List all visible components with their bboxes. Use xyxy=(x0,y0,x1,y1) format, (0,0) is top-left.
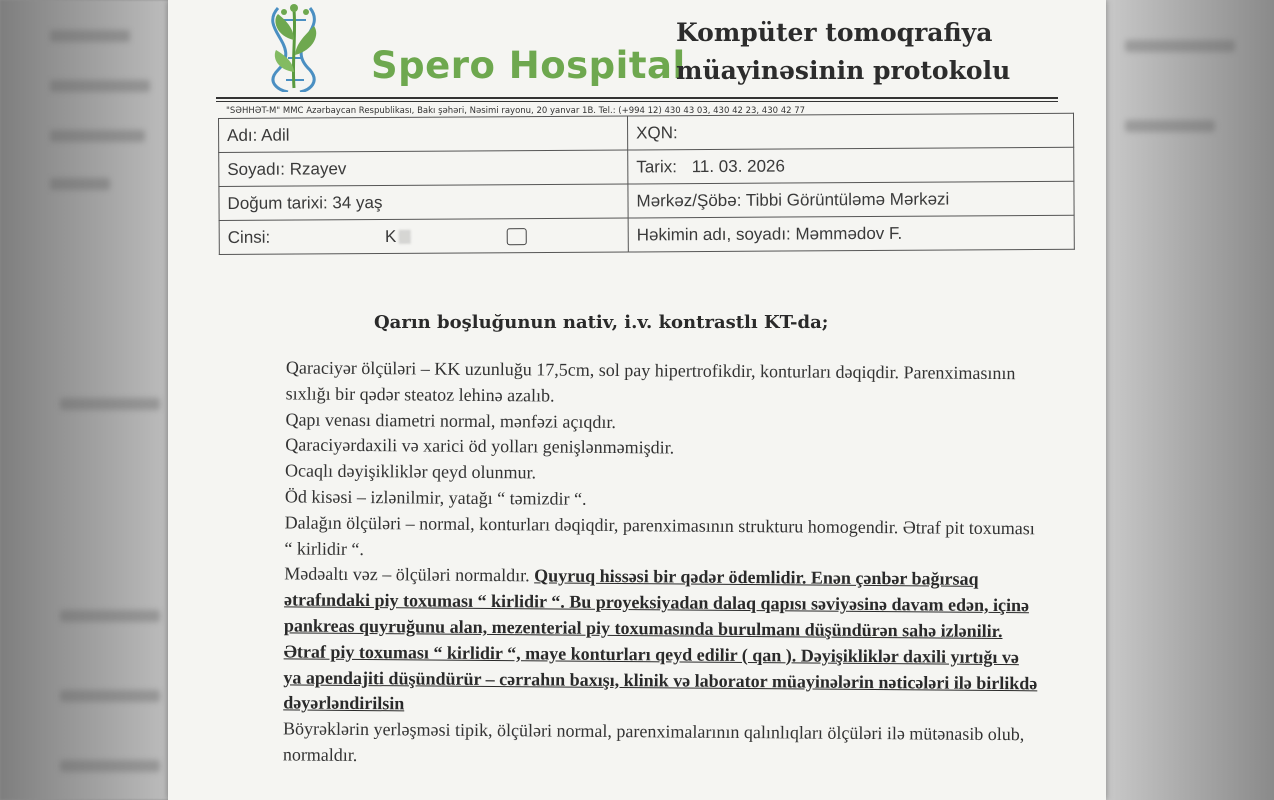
report-title: Qarın boşluğunun nativ, i.v. kontrastlı KT-da; xyxy=(374,312,829,333)
pancreas-finding-text: Quyruq hissəsi bir qədər ödemlidir. Enən çənbər bağırsaq ətrafındaki piy toxuması “ kirlidir “. Bu proyeksiyadan dalaq qapısı səviyəsinə davam edən, içinə pankreas quyruğunu alan, mezenterial piy toxumasında burulmanı düşündürən sahə izlənilir. Ətraf piy toxuması “ kirlidir “, maye konturları qeyd edilir ( qan ). Dəyişikliklər daxili yırtığı və ya apendajiti düşündürür – cərrahın baxışı, klinik və laborator müayinələrin nəticələri ilə birlikdə dəyərləndirilsin xyxy=(283,565,1038,714)
background-blur xyxy=(1125,120,1215,132)
report-paragraph-spleen: Dalağın ölçüləri – normal, konturları dəqiqdir, parenximasının strukturu homogendir. Ətraf pit toxuması “ kirlidir “. xyxy=(284,512,1035,559)
plant-dna-logo-icon xyxy=(248,0,338,92)
report-body xyxy=(229,355,1042,774)
xqn-cell xyxy=(627,113,1073,150)
birth-value: 34 yaş xyxy=(332,192,383,212)
name-value: Adil xyxy=(261,125,290,145)
birth-label: Doğum tarixi: xyxy=(227,192,328,213)
hospital-name: Spero Hospital xyxy=(371,44,686,87)
name-cell xyxy=(219,116,628,152)
background-blur xyxy=(50,130,145,142)
protocol-title xyxy=(676,14,1036,90)
center-label: Mərkəz/Şöbə: xyxy=(636,190,742,210)
background-blur xyxy=(60,610,160,622)
birth-cell xyxy=(219,184,628,220)
gender-checkbox xyxy=(507,228,527,245)
report-paragraph-focal-changes: Ocaqlı dəyişikliklər qeyd olunmur. xyxy=(285,460,537,483)
gender-cell xyxy=(219,218,628,254)
report-paragraph-liver: Qaraciyər ölçüləri – KK uzunluğu 17,5cm, sol pay hipertrofikdir, konturları dəqiqdir. Parenximasının sıxlığı bir qədər steatoz lehinə azalıb. xyxy=(285,357,1016,406)
date-label: Tarix: xyxy=(636,156,677,176)
doctor-value: Məmmədov F. xyxy=(795,223,903,243)
report-paragraph-bile-ducts: Qaraciyərdaxili və xarici öd yolları genişlənməmişdir. xyxy=(285,434,675,458)
doctor-label: Həkimin adı, soyadı: xyxy=(636,224,791,244)
date-cell xyxy=(628,147,1074,184)
report-paragraph-portal-vein: Qapı venası diametri normal, mənfəzi açıqdır. xyxy=(285,409,616,432)
background-blur xyxy=(60,690,160,702)
redaction-mark xyxy=(398,230,410,244)
surname-cell xyxy=(219,150,628,186)
background-blur xyxy=(50,178,110,190)
protocol-title-line1: Kompüter tomoqrafiya xyxy=(676,18,993,47)
background-blur xyxy=(60,398,160,410)
patient-info-table xyxy=(218,113,1075,255)
surname-value: Rzayev xyxy=(289,158,347,179)
gender-label: Cinsi: xyxy=(227,227,271,247)
hospital-address: "SƏHHƏT-M" MMC Azərbaycan Respublikası, Bakı şəhəri, Nəsimi rayonu, 20 yanvar 1B. Tel.: (+994 12) 430 43 03, 430 42 23, 430 42 77 xyxy=(226,106,806,116)
header-rule-thin xyxy=(216,101,1058,102)
gender-value: K xyxy=(384,226,397,246)
surname-label: Soyadı: xyxy=(227,159,286,179)
center-cell xyxy=(628,181,1074,218)
pancreas-plain-text: Mədəaltı vəz – ölçüləri normaldır. xyxy=(284,563,535,586)
center-value: Tibbi Görüntüləmə Mərkəzi xyxy=(745,189,950,210)
document-page xyxy=(168,0,1106,800)
doctor-cell xyxy=(628,215,1074,252)
table-row xyxy=(219,113,1074,152)
report-paragraph-gallbladder: Öd kisəsi – izlənilmir, yatağı “ təmizdir “. xyxy=(284,486,587,509)
table-row xyxy=(219,181,1074,220)
report-paragraph-kidneys: Böyrəklərin yerləşməsi tipik, ölçüləri normal, parenximalarının qalınlıqları ölçüləri ilə mütənasib olub, normaldır. xyxy=(282,718,1025,765)
background-blur xyxy=(1125,40,1235,52)
date-value: 11. 03. 2026 xyxy=(691,156,785,176)
header-rule xyxy=(216,97,1058,99)
table-row xyxy=(219,215,1074,254)
background-blur xyxy=(60,760,160,772)
name-label: Adı: xyxy=(227,125,258,145)
xqn-label: XQN: xyxy=(636,122,678,142)
background-blur xyxy=(50,80,150,92)
background-blur xyxy=(50,30,130,42)
protocol-title-line2: müayinəsinin protokolu xyxy=(676,56,1011,85)
report-paragraph-pancreas xyxy=(229,561,1040,722)
table-row xyxy=(219,147,1074,186)
